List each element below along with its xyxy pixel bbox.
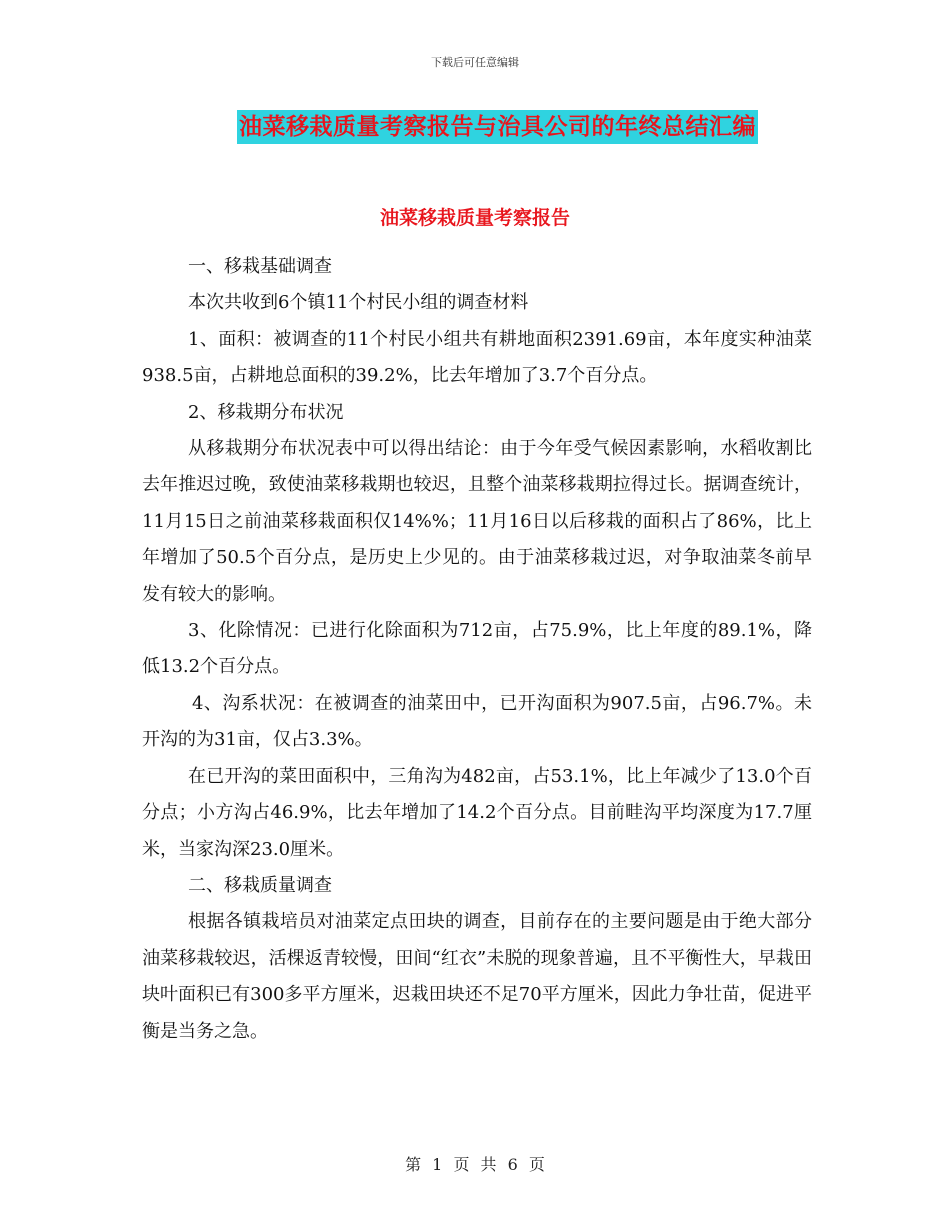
paragraph-materials: 本次共收到6个镇11个村民小组的调查材料 xyxy=(188,292,529,314)
paragraph-ditch-status: 4、沟系状况：在被调查的油菜田中，已开沟面积为907.5亩，占96.7%。未开沟的为31亩，仅占3.3%。 xyxy=(142,692,812,751)
main-title-container xyxy=(0,110,950,144)
header-note: 下载后可任意编辑 xyxy=(431,56,519,69)
paragraph-quality-findings: 根据各镇栽培员对油菜定点田块的调查，目前存在的主要问题是由于绝大部分油菜移栽较迟，活棵返青较慢，田间“红衣”未脱的现象普遍，且不平衡性大，早栽田块叶面积已有300多平方厘米，迟栽田块还不足70平方厘米，因此力争壮苗，促进平衡是当务之急。 xyxy=(142,911,812,1042)
main-title: 油菜移栽质量考察报告与治具公司的年终总结汇编 xyxy=(237,110,758,144)
document-body xyxy=(142,249,812,1050)
paragraph-weed-control: 3、化除情况：已进行化除面积为712亩，占75.9%，比上年度的89.1%，降低13.2个百分点。 xyxy=(142,620,812,678)
section-title: 油菜移栽质量考察报告 xyxy=(379,207,570,229)
heading-period-distribution: 2、移栽期分布状况 xyxy=(188,401,344,423)
paragraph-ditch-types: 在已开沟的菜田面积中，三角沟为482亩，占53.1%，比上年减少了13.0个百分点；小方沟占46.9%，比去年增加了14.2个百分点。目前畦沟平均深度为17.7厘米，当家沟深23.0厘米。 xyxy=(142,765,812,860)
page-number: 第 1 页 共 6 页 xyxy=(405,1155,545,1174)
heading-quality-survey: 二、移栽质量调查 xyxy=(188,874,332,896)
paragraph-area: 1、面积：被调查的11个村民小组共有耕地面积2391.69亩，本年度实种油菜938.5亩，占耕地总面积的39.2%，比去年增加了3.7个百分点。 xyxy=(142,328,812,387)
paragraph-period-conclusion: 从移栽期分布状况表中可以得出结论：由于今年受气候因素影响，水稻收割比去年推迟过晚，致使油菜移栽期也较迟，且整个油菜移栽期拉得过长。据调查统计，11月15日之前油菜移栽面积仅14%%；11月16日以后移栽的面积占了86%，比上年增加了50.5个百分点，是历史上少见的。由于油菜移栽过迟，对争取油菜冬前早发有较大的影响。 xyxy=(142,438,812,605)
heading-basic-survey: 一、移栽基础调查 xyxy=(188,256,332,277)
